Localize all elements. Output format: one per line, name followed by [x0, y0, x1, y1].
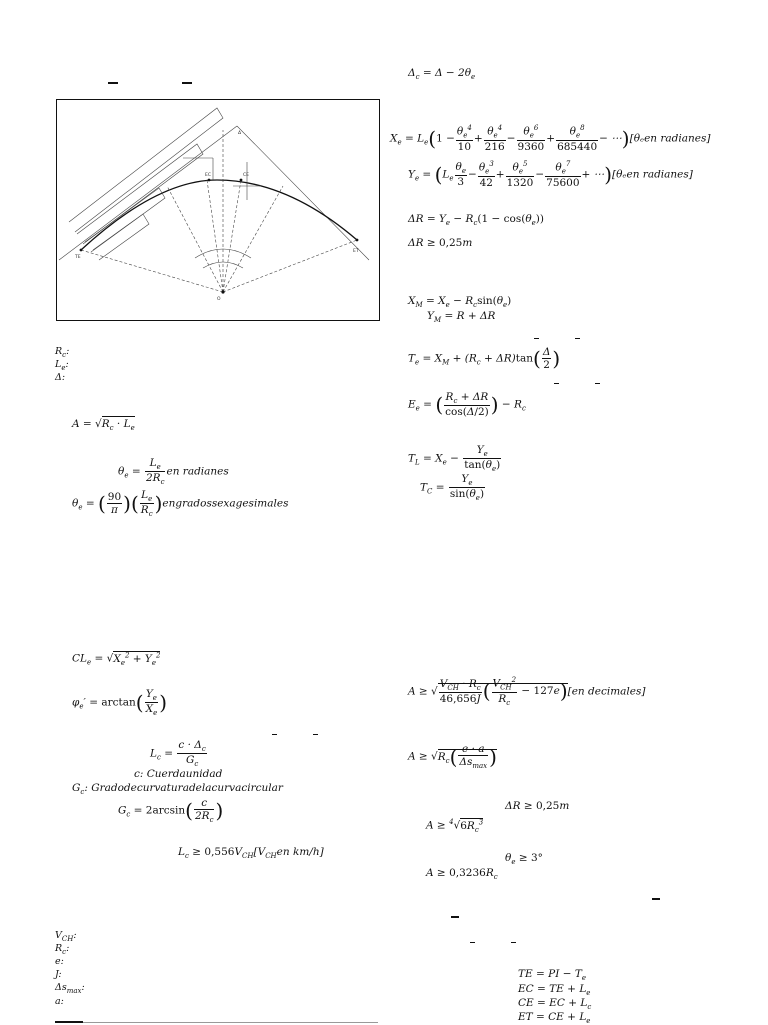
svg-text:O: O [217, 297, 221, 302]
eq-Ee: $E_e$ = ( $\frac{R_c + \Delta R}{\cos(\Delta/2)}$ ) − $R_c$ [408, 391, 526, 419]
eq-YM: $Y_M = R + \Delta R$ [427, 310, 496, 325]
mark-dash-8 [595, 383, 600, 384]
eq-long-chord: $CL_e = √X_e^2 + Y_e^2$ [72, 651, 161, 667]
eq-Te: $T_e = X_M + (R_c + \Delta R)\tan$( $\frac{\Delta}{2}$ ) [408, 346, 561, 372]
mark-dash-4 [313, 734, 318, 735]
header-dash-2 [182, 82, 192, 84]
mark-dash-11 [470, 942, 475, 943]
eq-TL: $T_L = X_e$ − $\frac{Y_e}{\tan(\theta_e)}$ [408, 444, 501, 474]
svg-text:ET: ET [353, 249, 359, 254]
footnote-rule [83, 1022, 378, 1023]
var-Rc-label: $R_c$: [55, 346, 70, 359]
var-J-label: J: [55, 969, 62, 980]
eq-delta-c: $\Delta_c = \Delta - 2\theta_e$ [408, 67, 476, 82]
c-definition: c: Cuerdaunidad [134, 768, 223, 780]
station-ET: ET = CE + $L_e$ [518, 1011, 591, 1025]
mark-dash-7 [554, 383, 559, 384]
Gc-definition: $G_c$: Gradodecurvaturadelacurvacircular [72, 782, 283, 797]
spiral-curve-figure [56, 99, 380, 321]
var-Rc2-label: $R_c$: [55, 943, 70, 956]
eq-deflection-angle: $\varphi_e' = \arctan$( $\frac{Y_e}{X_e}$ ) [72, 688, 168, 718]
eq-XM: $X_M = X_e - R_c\sin(\theta_e)$ [408, 295, 512, 310]
eq-A3-condition: ΔR ≥ 0,25m [505, 800, 570, 812]
eq-circular-length: $L_c$ = $\frac{c \cdot \Delta_c}{G_c}$ [150, 739, 206, 769]
spiral-diagram-svg [57, 100, 379, 320]
eq-theta-degrees: $\theta_e$ = ( $\frac{90}{\pi}$ )( $\frac{L_e}{R_c}$ )engradossexagesimales [72, 489, 289, 519]
mark-dash-6 [575, 338, 580, 339]
var-Le-label: $L_e$: [55, 359, 69, 372]
mark-dash-12 [511, 942, 516, 943]
footnote-rule-thick [55, 1021, 83, 1023]
station-TE: TE = PI − $T_e$ [518, 968, 586, 983]
svg-text:EC: EC [205, 173, 211, 178]
eq-clothoid-parameter: $A = √R_c \cdot L_e$ [72, 418, 135, 433]
var-dsmax-label: $\Delta s_{max}$: [55, 982, 85, 995]
svg-text:Δ: Δ [238, 131, 242, 136]
eq-degree-of-curve: $G_c = 2\arcsin$( $\frac{c}{2R_c}$ ) [118, 797, 224, 825]
var-a-label: a: [55, 996, 64, 1007]
eq-A-min-superelevation: $A \ge √R_c$( $\frac{e \cdot a}{\Delta s_{max}}$ ) [408, 743, 497, 771]
station-EC: EC = TE + $L_e$ [518, 983, 591, 998]
var-delta-label: Δ: [55, 372, 66, 383]
eq-A4: $A \ge 0,3236R_c$ [426, 867, 498, 882]
eq-A3: $A \ge ^4√6R_c^3$ [426, 818, 484, 834]
header-dash-1 [108, 82, 118, 84]
mark-dash-9 [652, 898, 660, 900]
eq-A4-condition: $\theta_e \ge 3^\circ$ [505, 852, 543, 867]
eq-Ye-series: $Y_e = (L_e$ $\frac{\theta_e}{3}$ − $\frac{\theta_e^3}{42}$ + $\frac{\theta_e^5}{1320}$ − $\frac{\theta_e^7}{75600}$ + ⋯)[θₑen radianes] [408, 160, 693, 189]
eq-min-circular-length: $L_c \ge 0,556V_{CH}[V_{CH}en$ km/h] [178, 846, 324, 861]
mark-dash-5 [534, 338, 539, 339]
eq-delta-R: $\Delta R = Y_e - R_c(1 - \cos(\theta_e))$ [408, 213, 544, 228]
eq-A-min-comfort: A ≥ √ $\frac{V_{CH} \cdot R_c}{46,656J}$ ( $\frac{V_{CH}^2}{R_c}$ − 127e)[en decimales] [408, 676, 646, 707]
eq-TC: $T_C$ = $\frac{Y_e}{\sin(\theta_e)}$ [420, 473, 485, 503]
eq-Xe-series: $X_e = L_e(1$ − $\frac{\theta_e^4}{10}$ + $\frac{\theta_e^4}{216}$ − $\frac{\theta_e^6}{9360}$ + $\frac{\theta_e^8}{685440}$ − ⋯)[θₑen radianes] [390, 124, 711, 153]
var-Vch-label: $V_{CH}$: [55, 930, 77, 943]
mark-dash-10 [451, 916, 459, 918]
eq-theta-radians: $\theta_e$ = $\frac{L_e}{2R_c}$ en radianes [118, 457, 229, 487]
mark-dash-3 [272, 734, 277, 735]
eq-delta-R-min: ΔR ≥ 0,25m [408, 237, 473, 249]
svg-text:TE: TE [75, 255, 81, 260]
var-e-label: e: [55, 956, 64, 967]
station-CE: CE = EC + $L_c$ [518, 997, 592, 1012]
svg-text:CE: CE [243, 173, 249, 178]
